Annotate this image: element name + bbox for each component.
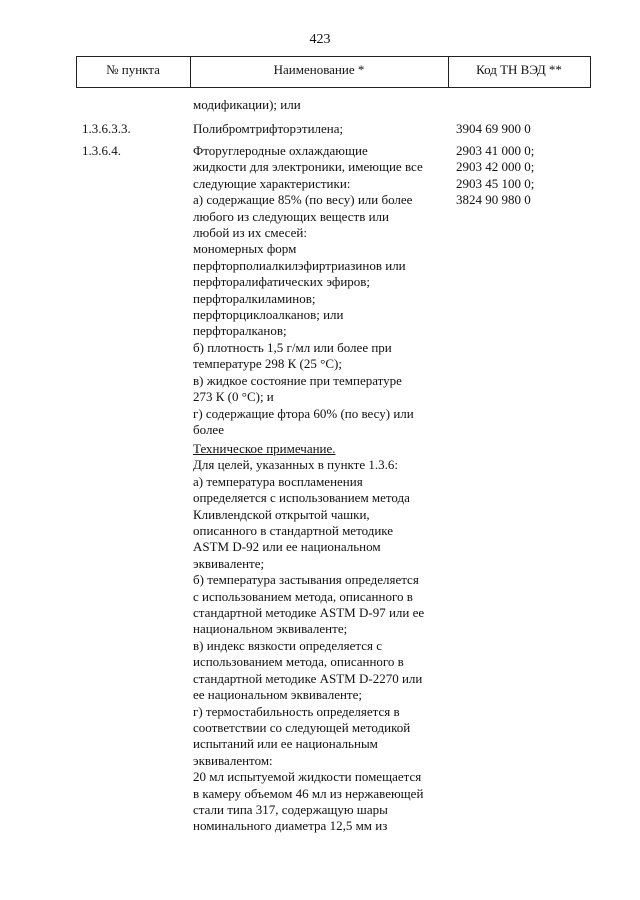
row-name-line: следующие характеристики: (193, 175, 351, 191)
technical-note-line: ASTM D-92 или ее национальном (193, 539, 381, 555)
technical-note-line: г) термостабильность определяется в (193, 703, 400, 719)
technical-note-line: соответствии со следующей методикой (193, 719, 411, 735)
row-name-line: жидкости для электроники, имеющие все (193, 159, 423, 175)
row-code (456, 143, 586, 209)
continuation-text (193, 97, 453, 113)
technical-note-line: б) температура застывания определяется (193, 572, 419, 588)
row-number: 1.3.6.3.3. (82, 121, 131, 136)
technical-note-line: с использованием метода, описанного в (193, 588, 413, 604)
row-name-line: перфторциклоалканов; или (193, 307, 344, 323)
table-border-right (590, 56, 591, 88)
technical-note-line: испытаний или ее национальным (193, 736, 378, 752)
technical-note-line: ее национальном эквиваленте; (193, 687, 362, 703)
technical-note-line: Кливлендской открытой чашки, (193, 506, 370, 522)
technical-note-line: Для целей, указанных в пункте 1.3.6: (193, 457, 398, 473)
row-name (193, 143, 453, 438)
page-number: 423 (309, 32, 331, 47)
technical-note-line: в камеру объемом 46 мл из нержавеющей (193, 785, 424, 801)
row-name-line: в) жидкое состояние при температуре (193, 372, 402, 388)
technical-note-line: эквиваленте; (193, 555, 265, 571)
table-header-top-border (76, 56, 590, 57)
row-code-line: 2903 42 000 0; (456, 159, 535, 175)
row-code-line: 2903 41 000 0; (456, 143, 535, 158)
technical-note-line: стандартной методике ASTM D-2270 или (193, 670, 423, 686)
technical-note-line: а) температура воспламенения (193, 473, 363, 489)
technical-note-line: определяется с использованием метода (193, 490, 410, 506)
row-code-line: 2903 45 100 0; (456, 175, 535, 191)
row-name-line: перфторалифатических эфиров; (193, 274, 371, 290)
row-name-line: перфторполиалкилэфиртриазинов или (193, 257, 406, 273)
header-number: № пункта (106, 62, 160, 77)
technical-note (193, 441, 453, 835)
row-number: 1.3.6.4. (82, 143, 121, 158)
row-name-line: перфторалканов; (193, 323, 287, 339)
technical-note-line: 20 мл испытуемой жидкости помещается (193, 769, 422, 785)
row-code (456, 121, 586, 137)
row-name-line: а) содержащие 85% (по весу) или более (193, 192, 413, 208)
row-name-line: Фторуглеродные охлаждающие (193, 143, 368, 158)
row-name-line: любого из следующих веществ или (193, 208, 389, 224)
row-name-line: мономерных форм (193, 241, 297, 257)
technical-note-line: стали типа 317, содержащую шары (193, 801, 388, 817)
technical-note-line: в) индекс вязкости определяется с (193, 637, 383, 653)
table-header-bottom-border (76, 87, 590, 88)
technical-note-line: номинального диаметра 12,5 мм из (193, 818, 388, 834)
row-name-line: г) содержащие фтора 60% (по весу) или (193, 405, 414, 421)
technical-note-line: национальном эквиваленте; (193, 621, 348, 637)
row-name-line: перфторалкиламинов; (193, 290, 316, 306)
row-name-line: более (193, 421, 224, 437)
technical-note-line: эквивалентом: (193, 752, 273, 768)
header-name: Наименование * (273, 62, 365, 77)
technical-note-line: описанного в стандартной методике (193, 523, 394, 539)
row-name-line: температуре 298 К (25 °С); (193, 356, 342, 372)
row-name-line: любой из их смесей: (193, 225, 307, 241)
header-code: Код ТН ВЭД ** (476, 62, 562, 77)
row-code-line: 3824 90 980 0 (456, 192, 531, 208)
row-code-line: 3904 69 900 0 (456, 121, 531, 136)
technical-note-line: использованием метода, описанного в (193, 654, 404, 670)
row-name-line: Полибромтрифторэтилена; (193, 121, 344, 136)
technical-note-line: стандартной методике ASTM D-97 или ее (193, 605, 425, 621)
row-name-line: б) плотность 1,5 г/мл или более при (193, 339, 392, 355)
technical-note-title: Техническое примечание. (193, 441, 336, 456)
continuation-line: модификации); или (193, 97, 301, 112)
row-name (193, 121, 453, 137)
row-name-line: 273 К (0 °С); и (193, 389, 274, 405)
